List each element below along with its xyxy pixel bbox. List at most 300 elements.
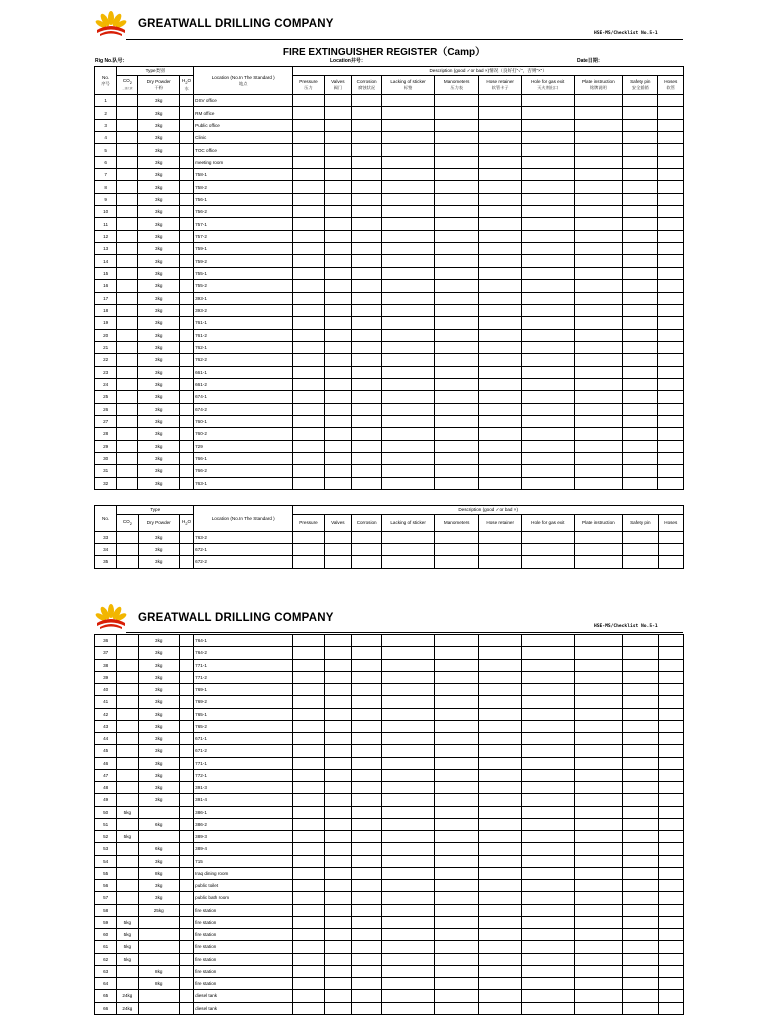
sticker-check-cell[interactable] [382, 806, 435, 818]
manometers-check-cell[interactable] [434, 354, 479, 366]
plate-instruction-check-cell[interactable] [574, 366, 623, 378]
hole-gas-exit-check-cell[interactable] [521, 544, 574, 556]
safety-pin-check-cell[interactable] [623, 218, 658, 230]
manometers-check-cell[interactable] [434, 782, 479, 794]
hose-retainer-check-cell[interactable] [479, 156, 521, 168]
pressure-check-cell[interactable] [293, 708, 324, 720]
hole-gas-exit-check-cell[interactable] [521, 892, 574, 904]
safety-pin-check-cell[interactable] [623, 95, 658, 107]
manometers-check-cell[interactable] [434, 818, 479, 830]
hole-gas-exit-check-cell[interactable] [521, 659, 574, 671]
hose-retainer-check-cell[interactable] [479, 132, 521, 144]
sticker-check-cell[interactable] [382, 794, 435, 806]
hose-retainer-check-cell[interactable] [479, 243, 521, 255]
safety-pin-check-cell[interactable] [623, 329, 658, 341]
sticker-check-cell[interactable] [382, 415, 435, 427]
corrosion-check-cell[interactable] [351, 292, 381, 304]
hole-gas-exit-check-cell[interactable] [521, 304, 574, 316]
sticker-check-cell[interactable] [382, 206, 435, 218]
pressure-check-cell[interactable] [293, 867, 324, 879]
plate-instruction-check-cell[interactable] [574, 708, 623, 720]
safety-pin-check-cell[interactable] [623, 378, 658, 390]
sticker-check-cell[interactable] [382, 953, 435, 965]
safety-pin-check-cell[interactable] [623, 904, 658, 916]
plate-instruction-check-cell[interactable] [574, 794, 623, 806]
hole-gas-exit-check-cell[interactable] [521, 647, 574, 659]
safety-pin-check-cell[interactable] [623, 978, 658, 990]
valves-check-cell[interactable] [324, 304, 351, 316]
plate-instruction-check-cell[interactable] [574, 415, 623, 427]
manometers-check-cell[interactable] [434, 904, 479, 916]
pressure-check-cell[interactable] [293, 556, 324, 568]
corrosion-check-cell[interactable] [351, 156, 381, 168]
sticker-check-cell[interactable] [382, 243, 435, 255]
valves-check-cell[interactable] [324, 684, 351, 696]
plate-instruction-check-cell[interactable] [574, 206, 623, 218]
plate-instruction-check-cell[interactable] [574, 904, 623, 916]
manometers-check-cell[interactable] [434, 941, 479, 953]
hose-retainer-check-cell[interactable] [479, 378, 521, 390]
hoses-check-cell[interactable] [658, 769, 683, 781]
plate-instruction-check-cell[interactable] [574, 440, 623, 452]
hose-retainer-check-cell[interactable] [479, 733, 522, 745]
plate-instruction-check-cell[interactable] [574, 1002, 623, 1014]
corrosion-check-cell[interactable] [351, 243, 381, 255]
hoses-check-cell[interactable] [658, 280, 684, 292]
hole-gas-exit-check-cell[interactable] [521, 465, 574, 477]
manometers-check-cell[interactable] [434, 953, 479, 965]
plate-instruction-check-cell[interactable] [574, 684, 623, 696]
pressure-check-cell[interactable] [293, 132, 324, 144]
manometers-check-cell[interactable] [434, 929, 479, 941]
plate-instruction-check-cell[interactable] [574, 720, 623, 732]
sticker-check-cell[interactable] [382, 391, 435, 403]
hoses-check-cell[interactable] [658, 916, 683, 928]
corrosion-check-cell[interactable] [351, 635, 381, 647]
hole-gas-exit-check-cell[interactable] [521, 904, 574, 916]
corrosion-check-cell[interactable] [351, 144, 381, 156]
valves-check-cell[interactable] [324, 892, 351, 904]
hose-retainer-check-cell[interactable] [479, 255, 521, 267]
hole-gas-exit-check-cell[interactable] [521, 733, 574, 745]
sticker-check-cell[interactable] [382, 635, 435, 647]
corrosion-check-cell[interactable] [351, 341, 381, 353]
valves-check-cell[interactable] [324, 708, 351, 720]
pressure-check-cell[interactable] [293, 978, 324, 990]
corrosion-check-cell[interactable] [351, 193, 381, 205]
plate-instruction-check-cell[interactable] [574, 477, 623, 489]
safety-pin-check-cell[interactable] [623, 647, 658, 659]
valves-check-cell[interactable] [324, 904, 351, 916]
hoses-check-cell[interactable] [658, 733, 683, 745]
hose-retainer-check-cell[interactable] [479, 892, 522, 904]
corrosion-check-cell[interactable] [351, 366, 381, 378]
plate-instruction-check-cell[interactable] [574, 941, 623, 953]
pressure-check-cell[interactable] [293, 181, 324, 193]
hole-gas-exit-check-cell[interactable] [521, 119, 574, 131]
pressure-check-cell[interactable] [293, 745, 324, 757]
valves-check-cell[interactable] [324, 119, 351, 131]
pressure-check-cell[interactable] [293, 267, 324, 279]
hole-gas-exit-check-cell[interactable] [521, 132, 574, 144]
hole-gas-exit-check-cell[interactable] [521, 95, 574, 107]
valves-check-cell[interactable] [324, 806, 351, 818]
valves-check-cell[interactable] [324, 647, 351, 659]
hole-gas-exit-check-cell[interactable] [521, 880, 574, 892]
hoses-check-cell[interactable] [658, 745, 683, 757]
hole-gas-exit-check-cell[interactable] [521, 1002, 574, 1014]
pressure-check-cell[interactable] [293, 929, 324, 941]
hole-gas-exit-check-cell[interactable] [521, 806, 574, 818]
valves-check-cell[interactable] [324, 659, 351, 671]
sticker-check-cell[interactable] [382, 341, 435, 353]
hoses-check-cell[interactable] [658, 532, 683, 544]
corrosion-check-cell[interactable] [351, 532, 381, 544]
manometers-check-cell[interactable] [434, 720, 479, 732]
valves-check-cell[interactable] [324, 169, 351, 181]
hole-gas-exit-check-cell[interactable] [521, 843, 574, 855]
hoses-check-cell[interactable] [658, 218, 684, 230]
pressure-check-cell[interactable] [293, 477, 324, 489]
hoses-check-cell[interactable] [658, 132, 684, 144]
safety-pin-check-cell[interactable] [623, 733, 658, 745]
valves-check-cell[interactable] [324, 941, 351, 953]
sticker-check-cell[interactable] [382, 255, 435, 267]
sticker-check-cell[interactable] [382, 452, 435, 464]
manometers-check-cell[interactable] [434, 452, 479, 464]
valves-check-cell[interactable] [324, 415, 351, 427]
hoses-check-cell[interactable] [658, 708, 683, 720]
safety-pin-check-cell[interactable] [623, 843, 658, 855]
hole-gas-exit-check-cell[interactable] [521, 696, 574, 708]
hoses-check-cell[interactable] [658, 465, 684, 477]
valves-check-cell[interactable] [324, 317, 351, 329]
hose-retainer-check-cell[interactable] [479, 169, 521, 181]
pressure-check-cell[interactable] [293, 1002, 324, 1014]
hose-retainer-check-cell[interactable] [479, 659, 522, 671]
plate-instruction-check-cell[interactable] [574, 95, 623, 107]
valves-check-cell[interactable] [324, 532, 351, 544]
hole-gas-exit-check-cell[interactable] [521, 953, 574, 965]
plate-instruction-check-cell[interactable] [574, 953, 623, 965]
safety-pin-check-cell[interactable] [623, 206, 658, 218]
corrosion-check-cell[interactable] [351, 465, 381, 477]
corrosion-check-cell[interactable] [351, 671, 381, 683]
pressure-check-cell[interactable] [293, 941, 324, 953]
valves-check-cell[interactable] [324, 428, 351, 440]
hoses-check-cell[interactable] [658, 304, 684, 316]
manometers-check-cell[interactable] [434, 635, 479, 647]
manometers-check-cell[interactable] [434, 292, 479, 304]
hose-retainer-check-cell[interactable] [479, 544, 522, 556]
pressure-check-cell[interactable] [293, 831, 324, 843]
manometers-check-cell[interactable] [434, 317, 479, 329]
sticker-check-cell[interactable] [382, 304, 435, 316]
pressure-check-cell[interactable] [293, 95, 324, 107]
safety-pin-check-cell[interactable] [623, 720, 658, 732]
hose-retainer-check-cell[interactable] [479, 354, 521, 366]
safety-pin-check-cell[interactable] [623, 428, 658, 440]
hose-retainer-check-cell[interactable] [479, 193, 521, 205]
valves-check-cell[interactable] [324, 556, 351, 568]
pressure-check-cell[interactable] [293, 532, 324, 544]
manometers-check-cell[interactable] [434, 965, 479, 977]
hoses-check-cell[interactable] [658, 341, 684, 353]
sticker-check-cell[interactable] [382, 892, 435, 904]
pressure-check-cell[interactable] [293, 757, 324, 769]
hose-retainer-check-cell[interactable] [479, 769, 522, 781]
safety-pin-check-cell[interactable] [623, 403, 658, 415]
sticker-check-cell[interactable] [382, 230, 435, 242]
manometers-check-cell[interactable] [434, 206, 479, 218]
safety-pin-check-cell[interactable] [623, 880, 658, 892]
sticker-check-cell[interactable] [382, 532, 435, 544]
hole-gas-exit-check-cell[interactable] [521, 916, 574, 928]
hole-gas-exit-check-cell[interactable] [521, 267, 574, 279]
hole-gas-exit-check-cell[interactable] [521, 708, 574, 720]
plate-instruction-check-cell[interactable] [574, 556, 623, 568]
hole-gas-exit-check-cell[interactable] [521, 378, 574, 390]
safety-pin-check-cell[interactable] [623, 635, 658, 647]
sticker-check-cell[interactable] [382, 818, 435, 830]
hoses-check-cell[interactable] [658, 929, 683, 941]
hole-gas-exit-check-cell[interactable] [521, 867, 574, 879]
safety-pin-check-cell[interactable] [623, 243, 658, 255]
pressure-check-cell[interactable] [293, 169, 324, 181]
hose-retainer-check-cell[interactable] [479, 403, 521, 415]
plate-instruction-check-cell[interactable] [574, 757, 623, 769]
manometers-check-cell[interactable] [434, 806, 479, 818]
hose-retainer-check-cell[interactable] [479, 929, 522, 941]
pressure-check-cell[interactable] [293, 635, 324, 647]
hose-retainer-check-cell[interactable] [479, 107, 521, 119]
hose-retainer-check-cell[interactable] [479, 904, 522, 916]
plate-instruction-check-cell[interactable] [574, 267, 623, 279]
manometers-check-cell[interactable] [434, 855, 479, 867]
pressure-check-cell[interactable] [293, 378, 324, 390]
safety-pin-check-cell[interactable] [623, 671, 658, 683]
valves-check-cell[interactable] [324, 107, 351, 119]
sticker-check-cell[interactable] [382, 843, 435, 855]
valves-check-cell[interactable] [324, 782, 351, 794]
sticker-check-cell[interactable] [382, 978, 435, 990]
plate-instruction-check-cell[interactable] [574, 965, 623, 977]
safety-pin-check-cell[interactable] [623, 532, 658, 544]
valves-check-cell[interactable] [324, 1002, 351, 1014]
hoses-check-cell[interactable] [658, 941, 683, 953]
hose-retainer-check-cell[interactable] [479, 440, 521, 452]
safety-pin-check-cell[interactable] [623, 292, 658, 304]
hoses-check-cell[interactable] [658, 428, 684, 440]
plate-instruction-check-cell[interactable] [574, 831, 623, 843]
manometers-check-cell[interactable] [434, 867, 479, 879]
hose-retainer-check-cell[interactable] [479, 916, 522, 928]
hose-retainer-check-cell[interactable] [479, 990, 522, 1002]
pressure-check-cell[interactable] [293, 206, 324, 218]
hoses-check-cell[interactable] [658, 855, 683, 867]
hoses-check-cell[interactable] [658, 181, 684, 193]
hole-gas-exit-check-cell[interactable] [521, 671, 574, 683]
hole-gas-exit-check-cell[interactable] [521, 169, 574, 181]
hoses-check-cell[interactable] [658, 206, 684, 218]
safety-pin-check-cell[interactable] [623, 757, 658, 769]
hole-gas-exit-check-cell[interactable] [521, 635, 574, 647]
pressure-check-cell[interactable] [293, 892, 324, 904]
hole-gas-exit-check-cell[interactable] [521, 354, 574, 366]
valves-check-cell[interactable] [324, 132, 351, 144]
safety-pin-check-cell[interactable] [623, 169, 658, 181]
hoses-check-cell[interactable] [658, 415, 684, 427]
pressure-check-cell[interactable] [293, 280, 324, 292]
hoses-check-cell[interactable] [658, 317, 684, 329]
corrosion-check-cell[interactable] [351, 354, 381, 366]
corrosion-check-cell[interactable] [351, 230, 381, 242]
plate-instruction-check-cell[interactable] [574, 745, 623, 757]
manometers-check-cell[interactable] [434, 169, 479, 181]
manometers-check-cell[interactable] [434, 708, 479, 720]
hoses-check-cell[interactable] [658, 647, 683, 659]
plate-instruction-check-cell[interactable] [574, 304, 623, 316]
pressure-check-cell[interactable] [293, 366, 324, 378]
safety-pin-check-cell[interactable] [623, 818, 658, 830]
hoses-check-cell[interactable] [658, 95, 684, 107]
pressure-check-cell[interactable] [293, 218, 324, 230]
safety-pin-check-cell[interactable] [623, 107, 658, 119]
plate-instruction-check-cell[interactable] [574, 892, 623, 904]
hose-retainer-check-cell[interactable] [479, 806, 522, 818]
hole-gas-exit-check-cell[interactable] [521, 941, 574, 953]
hose-retainer-check-cell[interactable] [479, 532, 522, 544]
pressure-check-cell[interactable] [293, 107, 324, 119]
manometers-check-cell[interactable] [434, 831, 479, 843]
hose-retainer-check-cell[interactable] [479, 867, 522, 879]
valves-check-cell[interactable] [324, 354, 351, 366]
hose-retainer-check-cell[interactable] [479, 757, 522, 769]
plate-instruction-check-cell[interactable] [574, 659, 623, 671]
corrosion-check-cell[interactable] [351, 119, 381, 131]
hoses-check-cell[interactable] [658, 144, 684, 156]
plate-instruction-check-cell[interactable] [574, 378, 623, 390]
safety-pin-check-cell[interactable] [623, 782, 658, 794]
sticker-check-cell[interactable] [382, 354, 435, 366]
sticker-check-cell[interactable] [382, 218, 435, 230]
pressure-check-cell[interactable] [293, 354, 324, 366]
pressure-check-cell[interactable] [293, 696, 324, 708]
valves-check-cell[interactable] [324, 144, 351, 156]
hose-retainer-check-cell[interactable] [479, 452, 521, 464]
corrosion-check-cell[interactable] [351, 818, 381, 830]
corrosion-check-cell[interactable] [351, 745, 381, 757]
manometers-check-cell[interactable] [434, 892, 479, 904]
pressure-check-cell[interactable] [293, 230, 324, 242]
safety-pin-check-cell[interactable] [623, 354, 658, 366]
hole-gas-exit-check-cell[interactable] [521, 929, 574, 941]
sticker-check-cell[interactable] [382, 733, 435, 745]
hole-gas-exit-check-cell[interactable] [521, 218, 574, 230]
plate-instruction-check-cell[interactable] [574, 782, 623, 794]
sticker-check-cell[interactable] [382, 782, 435, 794]
sticker-check-cell[interactable] [382, 941, 435, 953]
plate-instruction-check-cell[interactable] [574, 354, 623, 366]
hose-retainer-check-cell[interactable] [479, 329, 521, 341]
hoses-check-cell[interactable] [658, 843, 683, 855]
corrosion-check-cell[interactable] [351, 440, 381, 452]
hose-retainer-check-cell[interactable] [479, 684, 522, 696]
safety-pin-check-cell[interactable] [623, 156, 658, 168]
manometers-check-cell[interactable] [434, 255, 479, 267]
manometers-check-cell[interactable] [434, 978, 479, 990]
hose-retainer-check-cell[interactable] [479, 1002, 522, 1014]
corrosion-check-cell[interactable] [351, 391, 381, 403]
corrosion-check-cell[interactable] [351, 206, 381, 218]
plate-instruction-check-cell[interactable] [574, 990, 623, 1002]
hose-retainer-check-cell[interactable] [479, 843, 522, 855]
sticker-check-cell[interactable] [382, 880, 435, 892]
hole-gas-exit-check-cell[interactable] [521, 329, 574, 341]
pressure-check-cell[interactable] [293, 440, 324, 452]
pressure-check-cell[interactable] [293, 990, 324, 1002]
corrosion-check-cell[interactable] [351, 218, 381, 230]
plate-instruction-check-cell[interactable] [574, 806, 623, 818]
plate-instruction-check-cell[interactable] [574, 818, 623, 830]
safety-pin-check-cell[interactable] [623, 119, 658, 131]
valves-check-cell[interactable] [324, 990, 351, 1002]
manometers-check-cell[interactable] [434, 757, 479, 769]
plate-instruction-check-cell[interactable] [574, 230, 623, 242]
sticker-check-cell[interactable] [382, 745, 435, 757]
hose-retainer-check-cell[interactable] [479, 391, 521, 403]
manometers-check-cell[interactable] [434, 428, 479, 440]
valves-check-cell[interactable] [324, 156, 351, 168]
hole-gas-exit-check-cell[interactable] [521, 107, 574, 119]
plate-instruction-check-cell[interactable] [574, 696, 623, 708]
hole-gas-exit-check-cell[interactable] [521, 292, 574, 304]
hose-retainer-check-cell[interactable] [479, 428, 521, 440]
hose-retainer-check-cell[interactable] [479, 206, 521, 218]
plate-instruction-check-cell[interactable] [574, 218, 623, 230]
hoses-check-cell[interactable] [658, 440, 684, 452]
valves-check-cell[interactable] [324, 230, 351, 242]
hoses-check-cell[interactable] [658, 892, 683, 904]
manometers-check-cell[interactable] [434, 733, 479, 745]
plate-instruction-check-cell[interactable] [574, 978, 623, 990]
pressure-check-cell[interactable] [293, 953, 324, 965]
hoses-check-cell[interactable] [658, 193, 684, 205]
manometers-check-cell[interactable] [434, 532, 479, 544]
safety-pin-check-cell[interactable] [623, 366, 658, 378]
sticker-check-cell[interactable] [382, 696, 435, 708]
corrosion-check-cell[interactable] [351, 880, 381, 892]
pressure-check-cell[interactable] [293, 818, 324, 830]
hole-gas-exit-check-cell[interactable] [521, 794, 574, 806]
hole-gas-exit-check-cell[interactable] [521, 156, 574, 168]
hoses-check-cell[interactable] [658, 452, 684, 464]
valves-check-cell[interactable] [324, 193, 351, 205]
hoses-check-cell[interactable] [658, 169, 684, 181]
pressure-check-cell[interactable] [293, 403, 324, 415]
corrosion-check-cell[interactable] [351, 867, 381, 879]
safety-pin-check-cell[interactable] [623, 465, 658, 477]
manometers-check-cell[interactable] [434, 684, 479, 696]
sticker-check-cell[interactable] [382, 929, 435, 941]
plate-instruction-check-cell[interactable] [574, 107, 623, 119]
safety-pin-check-cell[interactable] [623, 745, 658, 757]
hose-retainer-check-cell[interactable] [479, 366, 521, 378]
manometers-check-cell[interactable] [434, 556, 479, 568]
sticker-check-cell[interactable] [382, 769, 435, 781]
manometers-check-cell[interactable] [434, 465, 479, 477]
valves-check-cell[interactable] [324, 465, 351, 477]
